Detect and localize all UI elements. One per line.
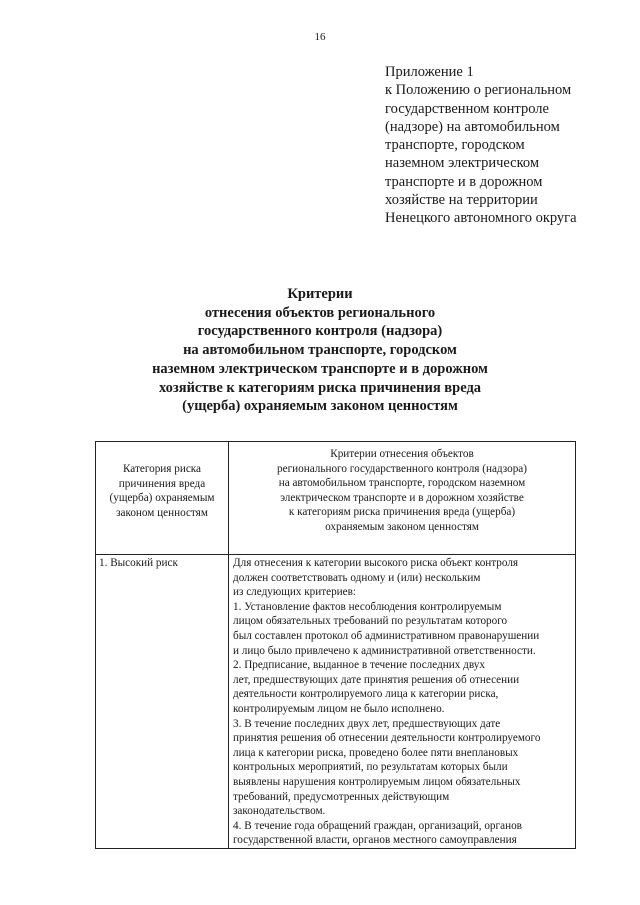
criteria-line: принятия решения об отнесении деятельности контролируемого (233, 732, 541, 745)
criteria-table (95, 441, 576, 849)
header-line: (ущерба) охраняемым (109, 492, 215, 505)
header-criteria (229, 442, 576, 555)
criteria-line: деятельности контролируемого лица к категории риска, (233, 688, 499, 701)
criteria-line: лицом обязательных требований по результатам которого (233, 615, 508, 628)
criteria-line: выявлены нарушения контролируемым лицом обязательных (233, 775, 521, 788)
title-line: (ущерба) охраняемым законом ценностям (182, 398, 458, 415)
header-line: Критерии отнесения объектов (330, 448, 474, 460)
title-line: наземном электрическом транспорте и в дорожном (152, 360, 488, 377)
risk-category-cell: 1. Высокий риск (96, 555, 229, 849)
title-line: на автомобильном транспорте, городском (183, 342, 457, 359)
appendix-line: (надзоре) на автомобильном (385, 118, 560, 135)
header-line: законом ценностям (116, 506, 208, 519)
criteria-line: 2. Предписание, выданное в течение последних двух (233, 659, 485, 672)
criteria-line: 1. Установление фактов несоблюдения контролируемым (233, 600, 502, 613)
criteria-line: лет, предшествующих дате принятия решения об отнесении (233, 673, 520, 686)
appendix-line: хозяйстве на территории (385, 192, 538, 209)
header-line: электрическом транспорте и в дорожном хозяйстве (280, 491, 524, 504)
header-line: причинения вреда (118, 477, 206, 490)
criteria-line: лица к категории риска, проведено более пяти внеплановых (233, 746, 519, 759)
header-line: на автомобильном транспорте, городском наземном (278, 477, 526, 490)
criteria-line: из следующих критериев: (233, 586, 357, 599)
page-number: 16 (314, 31, 326, 43)
criteria-line: был составлен протокол об административном правонарушении (233, 629, 540, 642)
appendix-line: государственном контроле (385, 100, 549, 117)
criteria-line: контролируемым лицом не было исполнено. (233, 702, 445, 715)
title-line: отнесения объектов регионального (204, 304, 436, 321)
header-line: охраняемым законом ценностям (325, 520, 479, 533)
title-line: государственного контроля (надзора) (197, 323, 443, 340)
criteria-line: требований, предусмотренных действующим (233, 790, 450, 803)
title-line: Критерии (287, 286, 353, 302)
appendix-line: к Положению о региональном (385, 82, 572, 99)
criteria-line: законодательством. (233, 805, 326, 818)
criteria-cell (229, 555, 576, 849)
criteria-line: 3. В течение последних двух лет, предшествующих дате (233, 717, 501, 730)
document-title (0, 285, 640, 416)
table-row (96, 555, 576, 849)
appendix-line: Приложение 1 (385, 64, 474, 80)
criteria-line: и лицо было привлечено к административной ответственности. (233, 644, 536, 657)
criteria-line: 4. В течение года обращений граждан, организаций, органов (233, 819, 522, 832)
criteria-line: Для отнесения к категории высокого риска объект контроля (233, 557, 519, 569)
criteria-line: государственной власти, органов местного самоуправления (233, 834, 517, 847)
header-line: Категория риска (122, 463, 202, 475)
appendix-line: транспорте и в дорожном (385, 173, 543, 190)
header-line: к категориям риска причинения вреда (ущерба) (288, 506, 516, 519)
header-line: регионального государственного контроля (надзора) (277, 462, 527, 475)
appendix-line: наземном электрическом (385, 155, 540, 172)
appendix-line: транспорте, городском (385, 137, 525, 154)
appendix-reference (385, 63, 625, 228)
criteria-line: должен соответствовать одному и (или) нескольким (233, 571, 481, 584)
criteria-line: контрольных мероприятий, по результатам которых были (233, 761, 508, 774)
header-risk-category (96, 442, 229, 555)
table-header-row (96, 442, 576, 555)
appendix-line: Ненецкого автономного округа (385, 210, 577, 227)
title-line: хозяйстве к категориям риска причинения вреда (158, 379, 482, 396)
